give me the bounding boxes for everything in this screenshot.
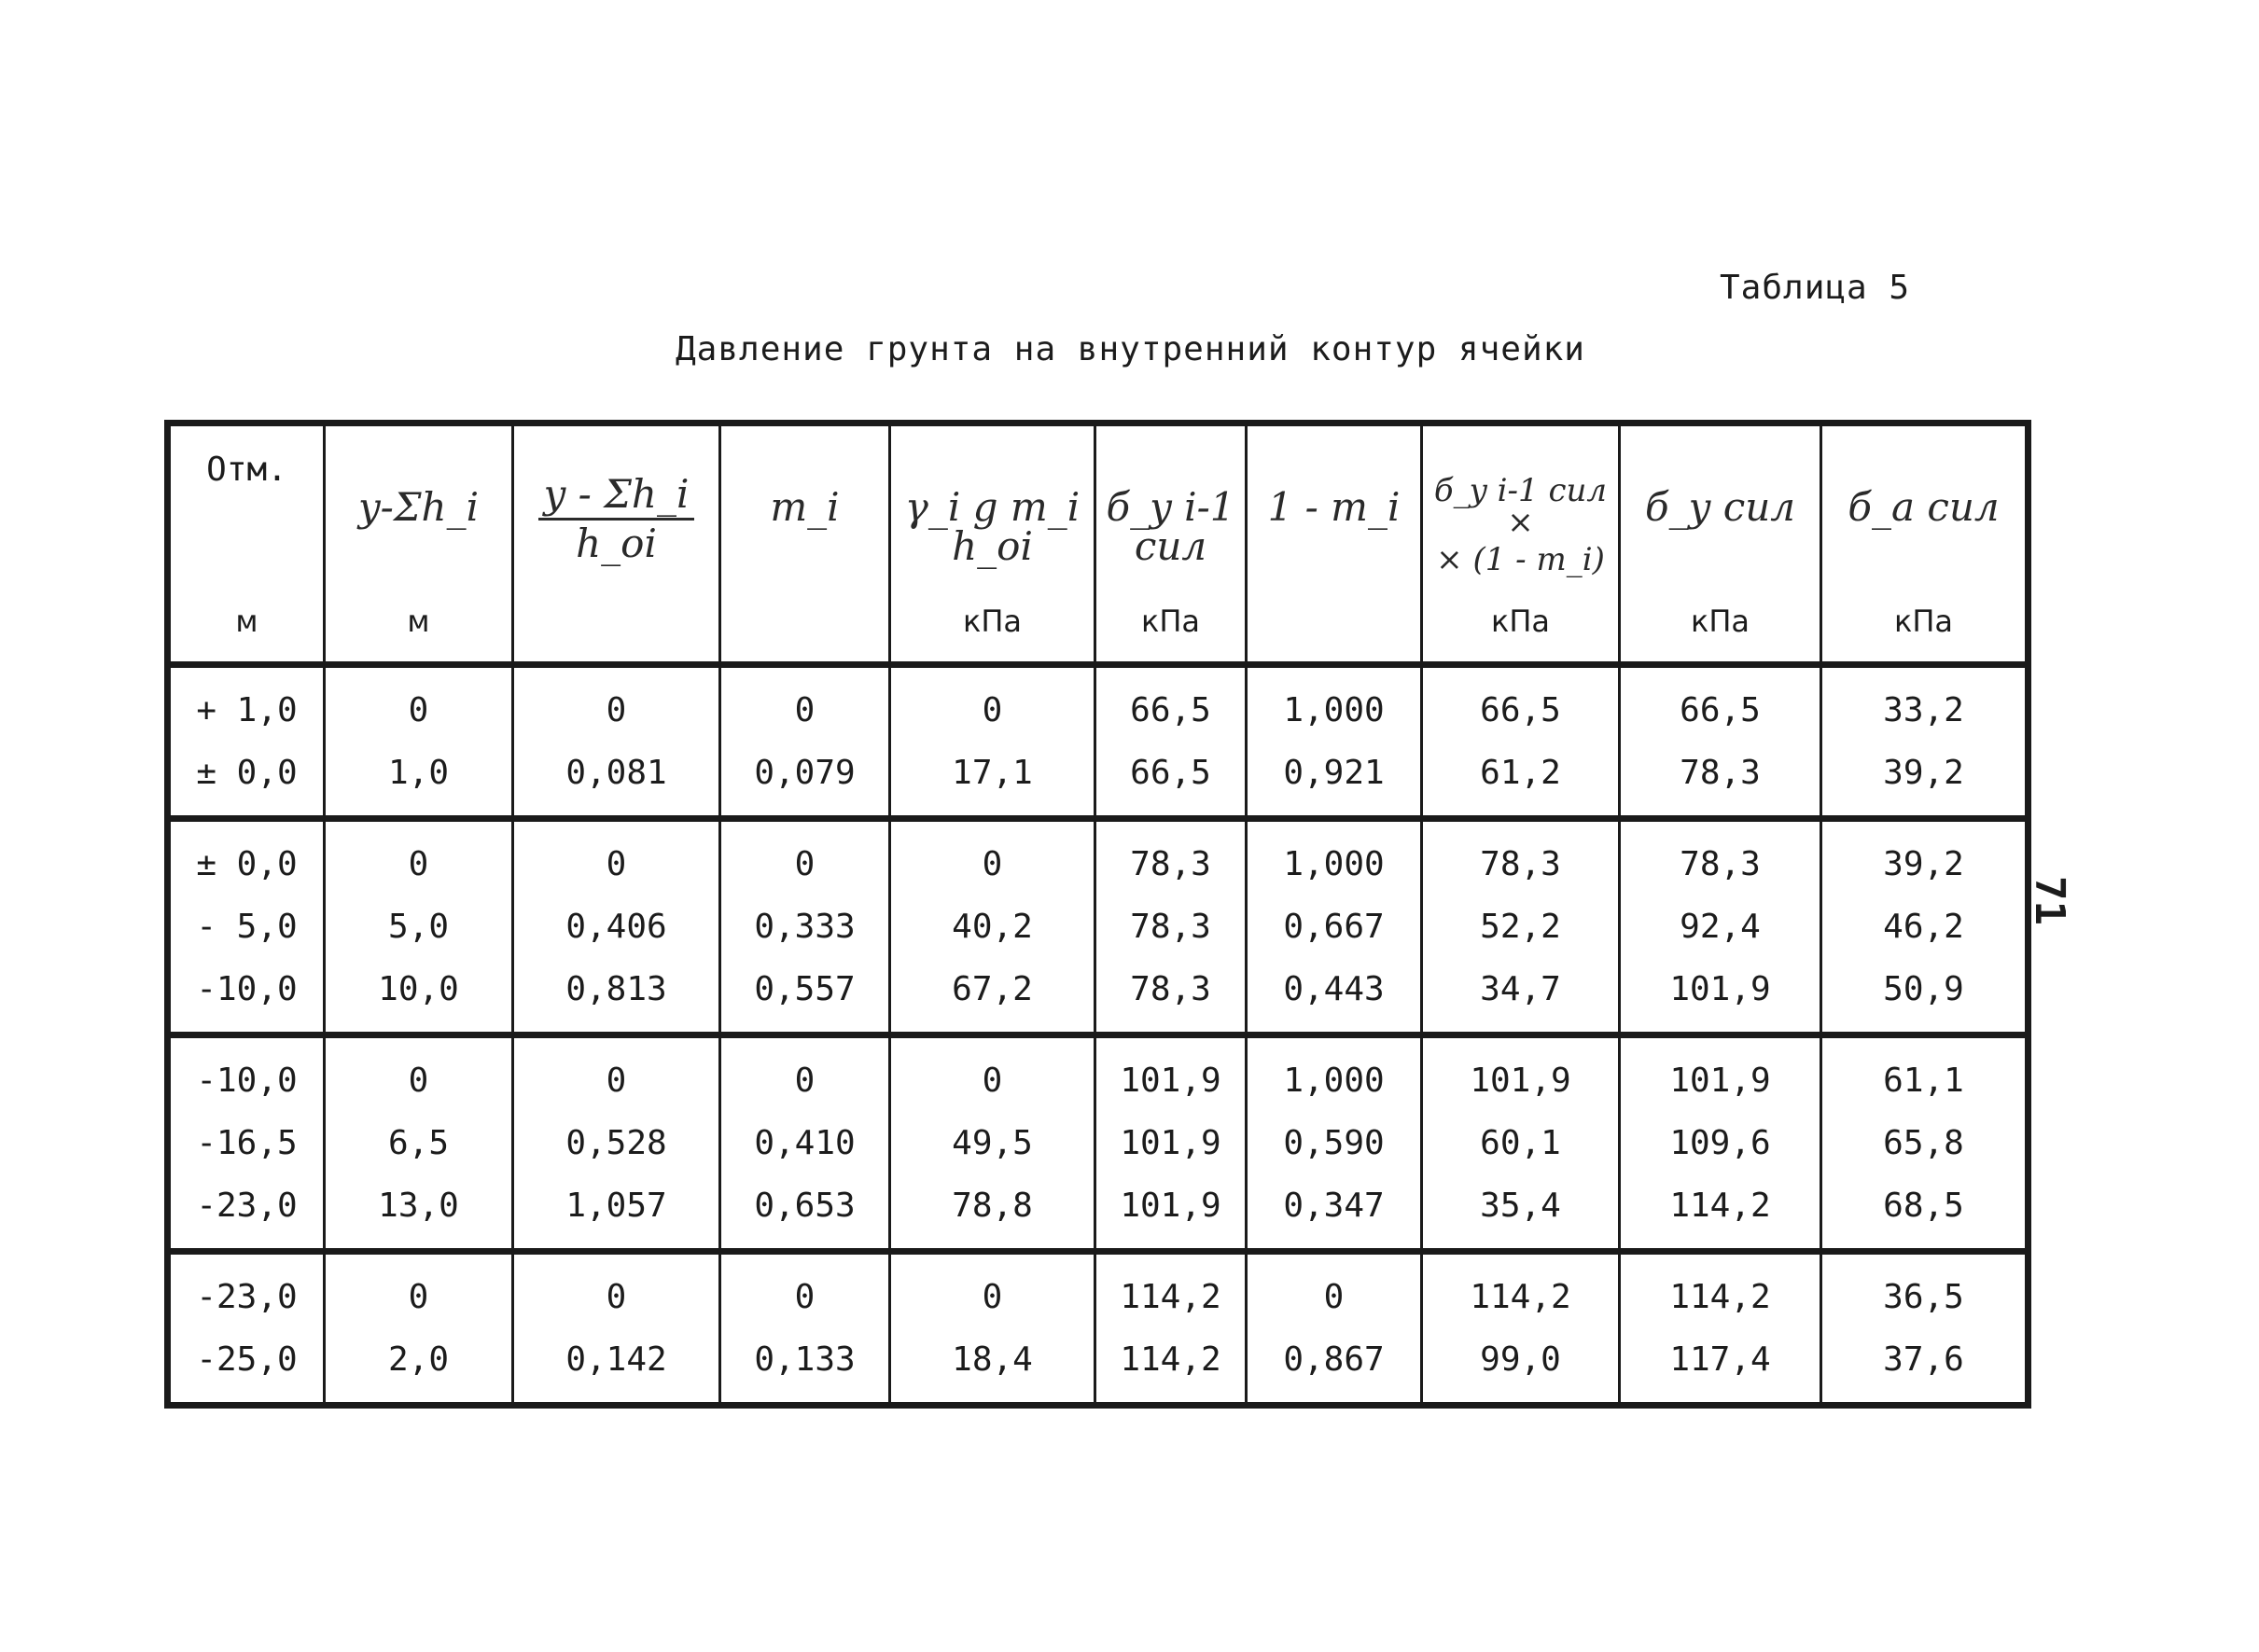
table-cell: 92,4 [1620, 895, 1821, 958]
table-cell: 117,4 [1620, 1328, 1821, 1406]
table-row [168, 1252, 2029, 1329]
table-cell: 1,000 [1247, 665, 1422, 743]
table-cell: 0,557 [720, 958, 890, 1035]
table-cell: 39,2 [1821, 819, 2029, 896]
header-fraction-den: h_oi [576, 521, 657, 566]
row-group [168, 819, 2029, 1035]
header-formula: m_i [770, 484, 840, 530]
table-cell: 78,3 [1620, 819, 1821, 896]
table-cell: 66,5 [1620, 665, 1821, 743]
table-cell: 78,3 [1620, 742, 1821, 819]
table-label: Таблица 5 [1720, 269, 1911, 307]
elevation-cell: -23,0 [168, 1174, 325, 1252]
table-cell: 78,8 [890, 1174, 1095, 1252]
table-cell: 66,5 [1095, 742, 1247, 819]
header-formula: y-Σh_i [357, 484, 480, 530]
table-row [168, 895, 2029, 958]
table-cell: 114,2 [1620, 1174, 1821, 1252]
table-cell: 1,000 [1247, 1035, 1422, 1113]
table-cell: 0,443 [1247, 958, 1422, 1035]
header-unit: м [235, 604, 258, 639]
table-cell: 0,333 [720, 895, 890, 958]
table-cell: 0 [890, 665, 1095, 743]
table-cell: 0,081 [513, 742, 720, 819]
table-cell: 5,0 [325, 895, 513, 958]
table-cell: 52,2 [1422, 895, 1620, 958]
table-cell: 0 [325, 819, 513, 896]
table-cell: 114,2 [1620, 1252, 1821, 1329]
table-cell: 78,3 [1095, 958, 1247, 1035]
table-cell: 0 [890, 1035, 1095, 1113]
table-cell: 0 [720, 1252, 890, 1329]
table-cell: 99,0 [1422, 1328, 1620, 1406]
table-cell: 0 [720, 665, 890, 743]
table-row [168, 1174, 2029, 1252]
table-cell: 101,9 [1095, 1035, 1247, 1113]
header-product-line2: × (1 - m_i) [1436, 541, 1605, 578]
table-cell: 34,7 [1422, 958, 1620, 1035]
header-unit: кПа [963, 604, 1022, 639]
table-cell: 2,0 [325, 1328, 513, 1406]
table-cell: 6,5 [325, 1112, 513, 1174]
table-row [168, 819, 2029, 896]
header-formula: б_y сил [1644, 484, 1796, 530]
table-cell: 0,653 [720, 1174, 890, 1252]
table-cell: 68,5 [1821, 1174, 2029, 1252]
table-cell: 0,406 [513, 895, 720, 958]
header-depth-sum [325, 423, 513, 665]
header-otm-label: Отм. [206, 451, 287, 489]
pressure-table [164, 420, 2031, 1409]
table-cell: 50,9 [1821, 958, 2029, 1035]
table-cell: 0 [325, 1252, 513, 1329]
table-cell: 0,590 [1247, 1112, 1422, 1174]
table-row [168, 1328, 2029, 1406]
elevation-cell: -23,0 [168, 1252, 325, 1329]
table-cell: 78,3 [1095, 819, 1247, 896]
header-row [168, 423, 2029, 665]
table-cell: 0 [325, 1035, 513, 1113]
table-cell: 0,079 [720, 742, 890, 819]
table-cell: 101,9 [1095, 1174, 1247, 1252]
header-unit: кПа [1691, 604, 1750, 639]
table-cell: 61,1 [1821, 1035, 2029, 1113]
table-cell: 40,2 [890, 895, 1095, 958]
table-cell: 114,2 [1095, 1252, 1247, 1329]
table-cell: 49,5 [890, 1112, 1095, 1174]
table-cell: 109,6 [1620, 1112, 1821, 1174]
elevation-cell: + 1,0 [168, 665, 325, 743]
table-cell: 61,2 [1422, 742, 1620, 819]
header-sigma-prev [1095, 423, 1247, 665]
table-cell: 0 [513, 665, 720, 743]
row-group [168, 1035, 2029, 1252]
header-product [1423, 472, 1618, 578]
table-cell: 0,667 [1247, 895, 1422, 958]
elevation-cell: - 5,0 [168, 895, 325, 958]
table-cell: 18,4 [890, 1328, 1095, 1406]
table-cell: 0 [1247, 1252, 1422, 1329]
table-cell: 0,867 [1247, 1328, 1422, 1406]
header-formula: б_a сил [1848, 484, 2000, 530]
header-fraction-num: y - Σh_i [538, 475, 695, 521]
table-row [168, 958, 2029, 1035]
table-cell: 101,9 [1620, 958, 1821, 1035]
row-group [168, 665, 2029, 819]
table-cell: 37,6 [1821, 1328, 2029, 1406]
header-product-line1: б_y i-1 сил × [1433, 472, 1608, 541]
table-cell: 46,2 [1821, 895, 2029, 958]
table-cell: 114,2 [1422, 1252, 1620, 1329]
table-row [168, 1112, 2029, 1174]
table-cell: 0 [513, 1035, 720, 1113]
table-cell: 0 [720, 819, 890, 896]
table-cell: 0,813 [513, 958, 720, 1035]
table-cell: 0 [325, 665, 513, 743]
table-cell: 66,5 [1422, 665, 1620, 743]
table-cell: 0,528 [513, 1112, 720, 1174]
table-cell: 101,9 [1620, 1035, 1821, 1113]
header-unit: кПа [1894, 604, 1953, 639]
table-cell: 13,0 [325, 1174, 513, 1252]
table-cell: 0,921 [1247, 742, 1422, 819]
table-cell: 0,347 [1247, 1174, 1422, 1252]
header-gamma [890, 423, 1095, 665]
elevation-cell: ± 0,0 [168, 819, 325, 896]
elevation-cell: -25,0 [168, 1328, 325, 1406]
table-cell: 1,000 [1247, 819, 1422, 896]
header-unit: м [407, 604, 430, 639]
header-sigma-a [1821, 423, 2029, 665]
elevation-cell: -10,0 [168, 958, 325, 1035]
elevation-cell: -16,5 [168, 1112, 325, 1174]
table-cell: 60,1 [1422, 1112, 1620, 1174]
table-cell: 35,4 [1422, 1174, 1620, 1252]
table-cell: 101,9 [1095, 1112, 1247, 1174]
table-cell: 65,8 [1821, 1112, 2029, 1174]
header-formula: 1 - m_i [1267, 484, 1401, 530]
table-cell: 33,2 [1821, 665, 2029, 743]
header-formula: γ_i g m_i h_oi [904, 484, 1081, 569]
header-otm [168, 423, 325, 665]
table-cell: 0 [513, 1252, 720, 1329]
elevation-cell: ± 0,0 [168, 742, 325, 819]
table-cell: 78,3 [1095, 895, 1247, 958]
table-cell: 0 [513, 819, 720, 896]
table-cell: 39,2 [1821, 742, 2029, 819]
table-cell: 0,410 [720, 1112, 890, 1174]
elevation-cell: -10,0 [168, 1035, 325, 1113]
table-cell: 0 [890, 819, 1095, 896]
table-cell: 114,2 [1095, 1328, 1247, 1406]
header-sigma-product [1422, 423, 1620, 665]
header-unit: кПа [1141, 604, 1200, 639]
header-m [720, 423, 890, 665]
table-cell: 0,142 [513, 1328, 720, 1406]
table-cell: 78,3 [1422, 819, 1620, 896]
table-cell: 67,2 [890, 958, 1095, 1035]
table-cell: 1,0 [325, 742, 513, 819]
table-cell: 0,133 [720, 1328, 890, 1406]
table-cell: 1,057 [513, 1174, 720, 1252]
table-row [168, 1035, 2029, 1113]
header-relative-depth [513, 423, 720, 665]
header-fraction [538, 471, 695, 566]
table-cell: 0 [720, 1035, 890, 1113]
table-cell: 17,1 [890, 742, 1095, 819]
header-unit: кПа [1491, 604, 1550, 639]
table-cell: 66,5 [1095, 665, 1247, 743]
page-number: 71 [2025, 876, 2073, 925]
table-title: Давление грунта на внутренний контур ячейки [676, 330, 1585, 368]
table-cell: 36,5 [1821, 1252, 2029, 1329]
row-group [168, 1252, 2029, 1406]
header-one-minus-m [1247, 423, 1422, 665]
table-cell: 101,9 [1422, 1035, 1620, 1113]
table-row [168, 665, 2029, 743]
header-sigma-y [1620, 423, 1821, 665]
table-row [168, 742, 2029, 819]
table-cell: 0 [890, 1252, 1095, 1329]
header-formula: б_y i-1 сил [1106, 484, 1235, 569]
table-cell: 10,0 [325, 958, 513, 1035]
